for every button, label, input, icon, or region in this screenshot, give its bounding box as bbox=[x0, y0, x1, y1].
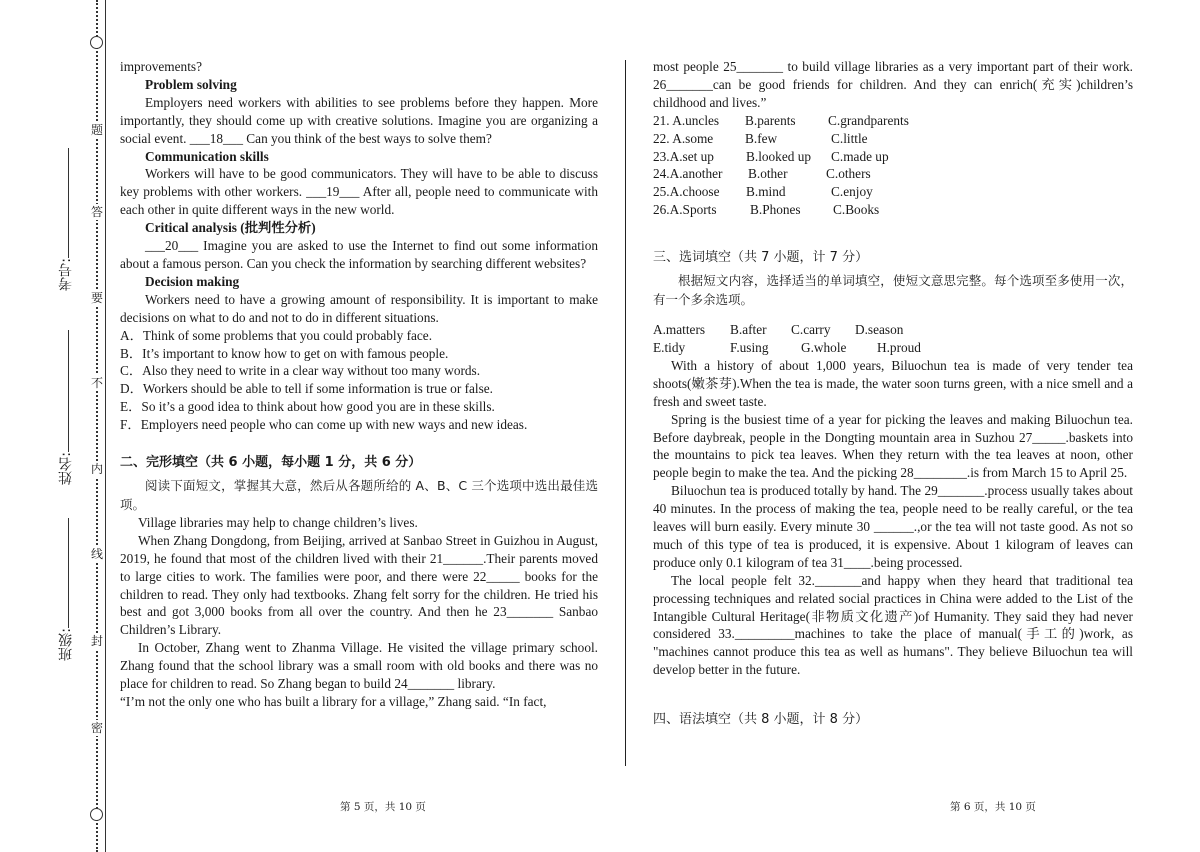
class-blank[interactable] bbox=[68, 518, 69, 628]
choice-c: C.made up bbox=[831, 148, 889, 164]
seal-char: 线 bbox=[90, 547, 103, 561]
paragraph-critical-analysis: ___20___ Imagine you are asked to use the Internet to find out some information about a famous person. Can you check the information by searching different websites? bbox=[120, 238, 598, 271]
cloze-paragraph-3: In October, Zhang went to Zhanma Village. He visited the village primary school. Zhang found that the school library was a small room with old books and there was no place for children to read. So Zhang began to build 24_______ library. bbox=[120, 640, 598, 692]
option-f: F．Employers need people who can come up with new ways and new ideas. bbox=[120, 417, 528, 433]
choice-c: C.others bbox=[826, 166, 871, 182]
word-option: F.using bbox=[730, 339, 769, 355]
word-option: H.proud bbox=[877, 339, 921, 355]
choice-b: B.Phones bbox=[750, 202, 801, 218]
choice-b: B.looked up bbox=[746, 148, 812, 164]
choice-26 bbox=[653, 201, 1133, 219]
choice-a: 23.A.set up bbox=[653, 148, 714, 164]
word-option: D.season bbox=[855, 322, 904, 338]
choice-21 bbox=[653, 112, 1133, 130]
heading-decision-making: Decision making bbox=[145, 273, 240, 289]
exam-no-field[interactable] bbox=[56, 148, 78, 291]
section-2-title: 二、完形填空（共 6 小题，每小题 1 分，共 6 分） bbox=[120, 455, 422, 471]
page-5-column bbox=[120, 58, 598, 711]
paragraph-decision-making: Workers need to have a growing amount of responsibility. It is important to make decisions on what to do and not to do in different situations. bbox=[120, 291, 598, 325]
choice-c: C.little bbox=[831, 130, 868, 146]
seal-char: 密 bbox=[90, 721, 103, 735]
name-blank[interactable] bbox=[68, 330, 69, 452]
exam-no-blank[interactable] bbox=[68, 148, 69, 258]
class-label: 班级: bbox=[58, 628, 74, 661]
tea-paragraph-1: With a history of about 1,000 years, Biluochun tea is made of very tender tea shoots(嫩茶芽).When the tea is made, the water soon turns green, with a nice smell and a fresh and sweet taste. bbox=[653, 357, 1133, 409]
choice-b: B.parents bbox=[745, 112, 796, 128]
word-option: A.matters bbox=[653, 322, 706, 338]
option-c: C．Also they need to write in a clear way without too many words. bbox=[120, 363, 481, 379]
word-option: G.whole bbox=[801, 339, 847, 355]
choice-25 bbox=[653, 183, 1133, 201]
choice-b: B.other bbox=[748, 166, 788, 182]
choice-22 bbox=[653, 130, 1133, 148]
option-a: A．Think of some problems that you could probably face. bbox=[120, 327, 433, 343]
paragraph-communication: Workers will have to be good communicators. They will have to be able to discuss key problems with other workers. ___19___ After all, people need to communicate with each other in quite different ways in the new world. bbox=[120, 166, 598, 218]
seal-char: 内 bbox=[90, 462, 103, 476]
seal-char: 要 bbox=[90, 291, 103, 305]
word-option: E.tidy bbox=[653, 339, 686, 355]
paragraph-problem-solving: Employers need workers with abilities to see problems before they happen. More importantly, they should come up with creative solutions. Imagine you are organizing a social event. ___18___ Can you think of the best ways to solve them? bbox=[120, 94, 598, 146]
option-e: E．So it’s a good idea to think about how good you are in these skills. bbox=[120, 399, 495, 415]
choice-a: 26.A.Sports bbox=[653, 202, 717, 218]
cloze-paragraph-4-tail: most people 25_______ to build village libraries as a very important part of their work. 26_______can be good friends for children. And they can enrich(充实)children’s childhood and lives.” bbox=[653, 59, 1133, 110]
class-field[interactable] bbox=[56, 518, 78, 661]
word-bank-row-2 bbox=[653, 339, 1133, 357]
choice-c: C.grandparents bbox=[828, 112, 909, 128]
option-d: D．Workers should be able to tell if some information is true or false. bbox=[120, 381, 494, 397]
choice-a: 25.A.choose bbox=[653, 184, 720, 200]
choice-c: C.enjoy bbox=[831, 184, 873, 200]
cloze-paragraph-1: Village libraries may help to change children’s lives. bbox=[138, 514, 418, 530]
choice-c: C.Books bbox=[833, 202, 880, 218]
section-3-title: 三、选词填空（共 7 小题，计 7 分） bbox=[653, 250, 869, 266]
exam-no-label: 考号: bbox=[58, 258, 74, 291]
choice-b: B.mind bbox=[746, 184, 786, 200]
tea-paragraph-4: The local people felt 32._______and happy when they heard that traditional tea processing techniques and related social practices in China were added to the List of the Intangible Cultural Heritage(非物质文化遗产)of Humanity. They said they had never considered 33._________machines to take the place of manual(手工的)work, as "machines cannot produce this tea as well as humans". They believe Biluochun tea will develop better in the future. bbox=[653, 572, 1133, 678]
column-separator bbox=[625, 60, 626, 766]
choice-b: B.few bbox=[745, 130, 778, 146]
seal-char: 答 bbox=[90, 205, 103, 219]
margin-solid-line bbox=[105, 0, 106, 852]
choice-23 bbox=[653, 148, 1133, 166]
tea-paragraph-2: Spring is the busiest time of a year for picking the leaves and making Biluochun tea. Before daybreak, people in the Dongting mountain area in Suzhou 27_____.baskets into the mountains to pick tea leaves. When they return with the tea leaves at noon, other people begin to make the tea. And the picking 28________.is from March 15 to April 25. bbox=[653, 411, 1133, 481]
choice-24 bbox=[653, 165, 1133, 183]
heading-problem-solving: Problem solving bbox=[145, 76, 237, 92]
choice-a: 21. A.uncles bbox=[653, 112, 720, 128]
binding-hole-top bbox=[90, 36, 103, 49]
section-2-instructions: 阅读下面短文，掌握其大意，然后从各题所给的 A、B、C 三个选项中选出最佳选项。 bbox=[120, 477, 598, 512]
page-6-column bbox=[653, 58, 1133, 733]
seal-char: 题 bbox=[90, 123, 103, 137]
choice-list bbox=[653, 112, 1133, 219]
intro-tail: improvements? bbox=[120, 59, 202, 74]
word-option: C.carry bbox=[791, 322, 831, 338]
name-label: 姓名: bbox=[58, 452, 74, 485]
section-3-instructions: 根据短文内容，选择适当的单词填空，使短文意思完整。每个选项至多使用一次，有一个多余选项。 bbox=[653, 273, 1133, 308]
page-6-footer: 第 6 页，共 10 页 bbox=[950, 801, 1036, 813]
word-bank bbox=[653, 321, 1133, 357]
tea-paragraph-3: Biluochun tea is produced totally by hand. The 29_______.process usually takes about 40 minutes. In the process of making the tea, people need to be really careful, or the tea leaves will burn easily. Every minute 30 ______.,or the tea will not taste good. As not so much of this type of tea is produced, it is expensive. About 1 kilogram of leaves can produce only 0.1 kilogram of tea 31____.being processed. bbox=[653, 483, 1133, 570]
word-option: B.after bbox=[730, 322, 767, 338]
section-4-title: 四、语法填空（共 8 小题，计 8 分） bbox=[653, 712, 869, 728]
binding-strip bbox=[0, 0, 108, 852]
choice-a: 24.A.another bbox=[653, 166, 723, 182]
heading-critical-analysis: Critical analysis (批判性分析) bbox=[145, 220, 316, 236]
cloze-paragraph-2: When Zhang Dongdong, from Beijing, arrived at Sanbao Street in Guizhou in August, 2019, he found that most of the children lived with their 21______.Their parents moved to large cities to work. The families were poor, and there were 22_____ books for the children to read. They only had textbooks. Zhang felt sorry for the children. He tried his best and got 3,000 books from all over the country. And then he 23_______ Sanbao Children’s Library. bbox=[120, 532, 598, 638]
heading-communication: Communication skills bbox=[145, 148, 269, 164]
word-bank-row-1 bbox=[653, 321, 1133, 339]
seal-char: 不 bbox=[90, 376, 103, 390]
name-field[interactable] bbox=[56, 330, 78, 485]
choice-a: 22. A.some bbox=[653, 130, 714, 146]
cloze-paragraph-4: “I’m not the only one who has built a library for a village,” Zhang said. “In fact, bbox=[120, 694, 547, 709]
seal-char: 封 bbox=[90, 634, 103, 648]
page-5-footer: 第 5 页，共 10 页 bbox=[340, 801, 426, 813]
option-b: B．It’s important to know how to get on with famous people. bbox=[120, 345, 449, 361]
binding-hole-bottom bbox=[90, 808, 103, 821]
